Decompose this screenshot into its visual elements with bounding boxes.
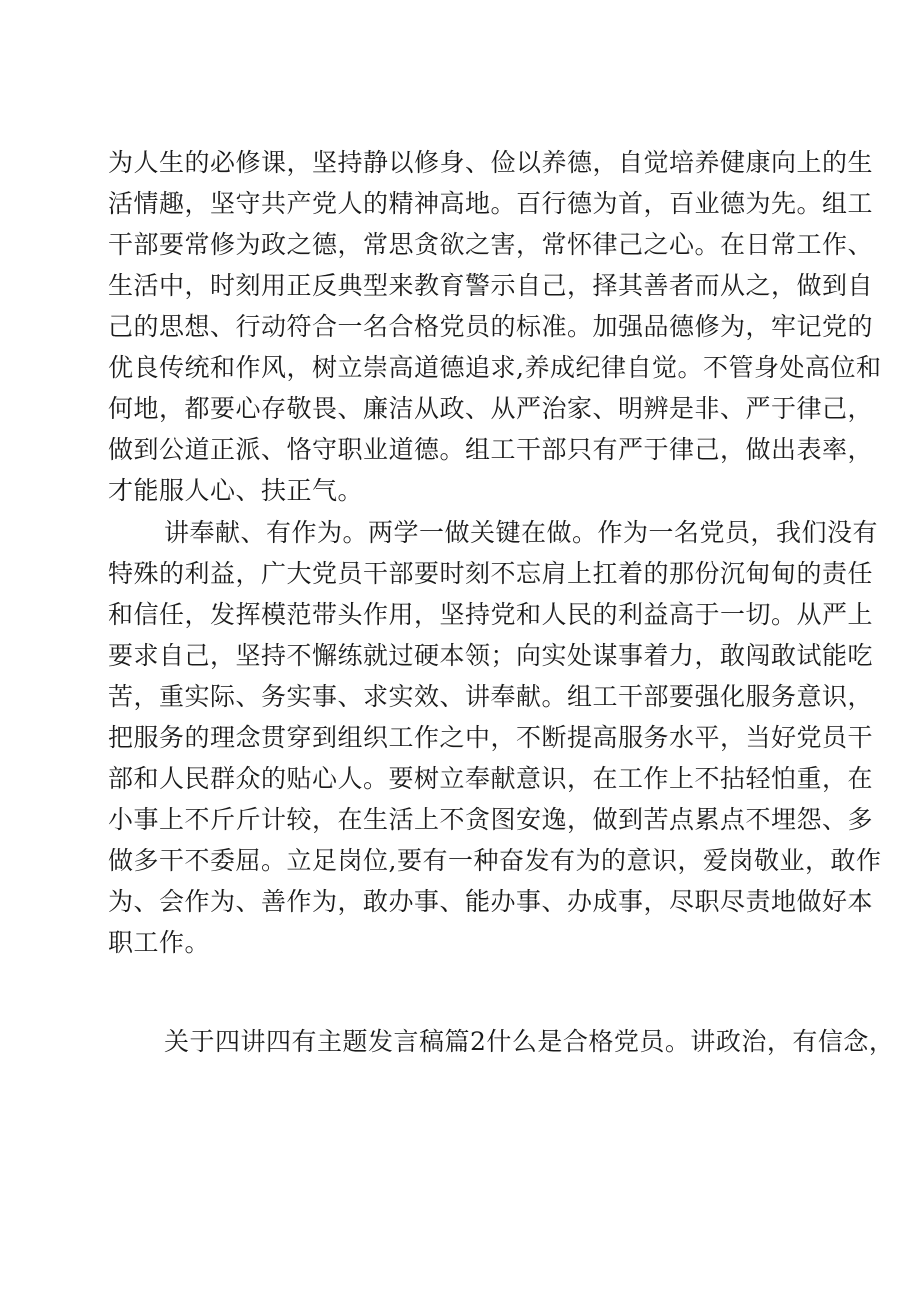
text-line: 特殊的利益，广大党员干部要时刻不忘肩上扛着的那份沉甸甸的责任 bbox=[108, 559, 874, 588]
text-line: 职工作。 bbox=[108, 928, 211, 957]
text-line: 部和人民群众的贴心人。要树立奉献意识，在工作上不拈轻怕重，在 bbox=[108, 764, 874, 793]
text-line: 为人生的必修课，坚持静以修身、俭以养德，自觉培养健康向上的生 bbox=[108, 148, 874, 177]
text-line: 做多干不委屈。立足岗位,要有一种奋发有为的意识，爱岗敬业，敢作 bbox=[108, 846, 882, 875]
text-line: 才能服人心、扶正气。 bbox=[108, 476, 364, 505]
text-line: 和信任，发挥模范带头作用，坚持党和人民的利益高于一切。从严上 bbox=[108, 600, 874, 629]
text-line: 讲奉献、有作为。两学一做关键在做。作为一名党员，我们没有 bbox=[164, 518, 879, 547]
text-line: 小事上不斤斤计较，在生活上不贪图安逸，做到苦点累点不埋怨、多 bbox=[108, 805, 874, 834]
text-line: 要求自己，坚持不懈练就过硬本领；向实处谋事着力，敢闯敢试能吃 bbox=[108, 641, 874, 670]
text-line: 何地，都要心存敬畏、廉洁从政、从严治家、明辨是非、严于律己， bbox=[108, 394, 874, 423]
text-line: 关于四讲四有主题发言稿篇2什么是合格党员。讲政治，有信念， bbox=[164, 1027, 895, 1056]
text-line: 优良传统和作风，树立崇高道德追求,养成纪律自觉。不管身处高位和 bbox=[108, 353, 882, 382]
text-line: 把服务的理念贯穿到组织工作之中，不断提高服务水平，当好党员干 bbox=[108, 723, 874, 752]
text-line: 做到公道正派、恪守职业道德。组工干部只有严于律己，做出表率， bbox=[108, 435, 874, 464]
text-line: 己的思想、行动符合一名合格党员的标准。加强品德修为，牢记党的 bbox=[108, 312, 874, 341]
text-line: 活情趣，坚守共产党人的精神高地。百行德为首，百业德为先。组工 bbox=[108, 189, 874, 218]
paragraph-1 bbox=[108, 142, 882, 511]
text-line: 干部要常修为政之德，常思贪欲之害，常怀律己之心。在日常工作、 bbox=[108, 230, 874, 259]
text-line: 生活中，时刻用正反典型来教育警示自己，择其善者而从之，做到自 bbox=[108, 271, 874, 300]
paragraph-2 bbox=[108, 512, 882, 963]
text-line: 苦，重实际、务实事、求实效、讲奉献。组工干部要强化服务意识， bbox=[108, 682, 874, 711]
paragraph-3 bbox=[108, 1021, 895, 1062]
text-line: 为、会作为、善作为，敢办事、能办事、办成事，尽职尽责地做好本 bbox=[108, 887, 874, 916]
